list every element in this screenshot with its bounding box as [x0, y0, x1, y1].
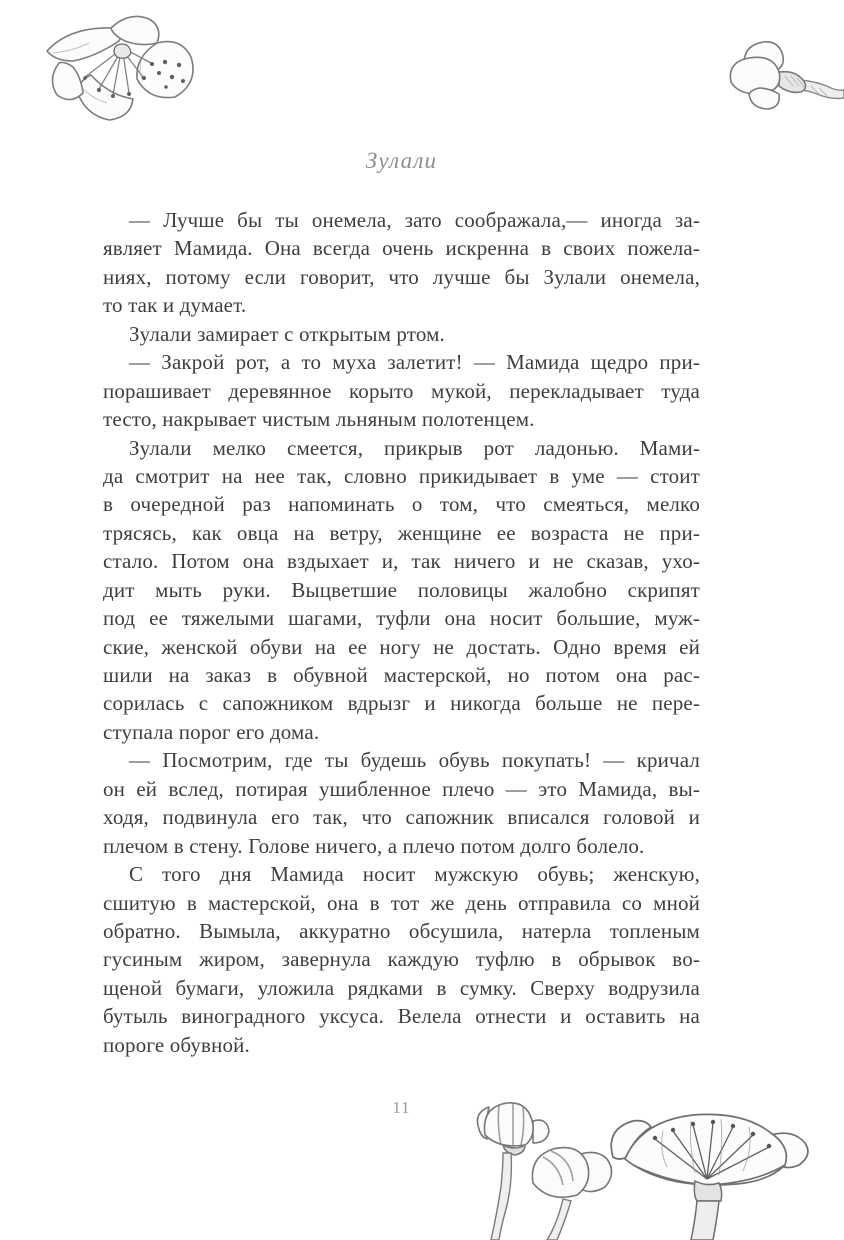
- text-line: тесто, накрывает чистым льняным полотенцем.: [103, 407, 535, 432]
- text-line: Зулали мелко смеется, прикрыв рот ладонью. Мами-: [129, 435, 700, 460]
- text-line: — Посмотрим, где ты будешь обувь покупать! — кричал: [129, 748, 700, 773]
- text-line: в очередной раз напоминать о том, что смеяться, мелко: [103, 492, 700, 517]
- running-head-title: Зулали: [365, 148, 438, 173]
- text-line: обратно. Вымыла, аккуратно обсушила, натерла топленым: [103, 918, 700, 943]
- body-text-block: [103, 206, 700, 1059]
- text-line: пороге обувной.: [103, 1032, 250, 1057]
- text-line: щеной бумаги, уложила рядками в сумку. Сверху водрузила: [103, 975, 700, 1000]
- text-line: ские, женской обуви на ее ногу не достать. Одно время ей: [103, 634, 700, 659]
- text-line: — Закрой рот, а то муха залетит! — Мамида щедро при-: [129, 350, 700, 375]
- text-line: бутыль виноградного уксуса. Велела отнести и оставить на: [103, 1004, 700, 1029]
- text-line: являет Мамида. Она всегда очень искренна в своих пожела-: [103, 236, 700, 261]
- text-line: да смотрит на нее так, словно прикидывает в уме — стоит: [103, 463, 700, 488]
- text-line: под ее тяжелыми шагами, туфли она носит большие, муж-: [103, 606, 700, 631]
- text-line: дит мыть руки. Выцветшие половицы жалобно скрипят: [103, 577, 700, 602]
- text-line: стало. Потом она вздыхает и, так ничего и не сказав, ухо-: [103, 549, 700, 574]
- text-line: то так и думает.: [103, 293, 247, 318]
- text-line: плечом в стену. Голове ничего, а плечо потом долго болело.: [103, 833, 645, 858]
- text-line: — Лучше бы ты онемела, зато соображала,— иногда за-: [129, 208, 700, 232]
- text-line: Зулали замирает с открытым ртом.: [129, 321, 445, 346]
- text-line: сорилась с сапожником вдрызг и никогда больше не пере-: [103, 691, 700, 716]
- text-line: гусиным жиром, завернула каждую туфлю в обрывок во-: [103, 947, 700, 972]
- text-line: трясясь, как овца на ветру, женщине ее возраста не при-: [103, 520, 700, 545]
- blossom-top-left-icon: [33, 7, 218, 127]
- flower-bud-top-right-icon: [715, 30, 844, 122]
- text-line: он ей вслед, потирая ушибленное плечо — это Мамида, вы-: [103, 776, 700, 801]
- text-line: сшитую в мастерской, она в тот же день отправила со мной: [103, 890, 700, 915]
- text-line: порашивает деревянное корыто мукой, перекладывает туда: [103, 378, 700, 403]
- text-line: С того дня Мамида носит мужскую обувь; женскую,: [129, 862, 700, 887]
- text-line: шили на заказ в обувной мастерской, но потом она рас-: [103, 663, 700, 687]
- text-line: ниях, потому если говорит, что лучше бы Зулали онемела,: [103, 264, 700, 289]
- text-line: ступала порог его дома.: [103, 719, 320, 744]
- page-number: 11: [392, 1098, 411, 1117]
- blossoms-bottom-right-icon: [455, 1095, 810, 1240]
- text-line: ходя, подвинула его так, что сапожник вписался головой и: [103, 805, 700, 830]
